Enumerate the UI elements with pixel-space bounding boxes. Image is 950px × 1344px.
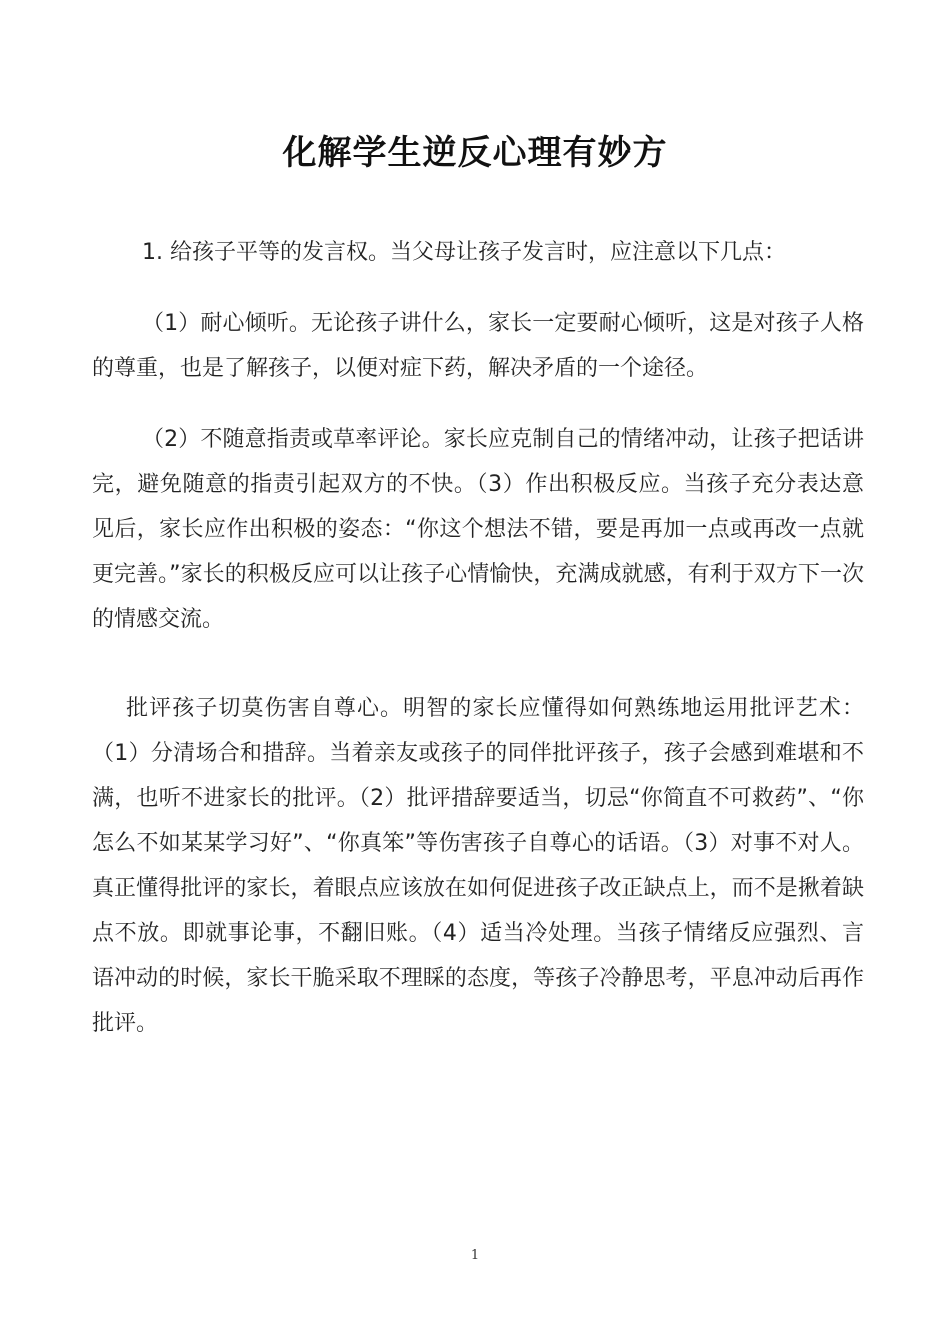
document-title: 化解学生逆反心理有妙方 (282, 133, 668, 173)
paragraph-4: 批评孩子切莫伤害自尊心。明智的家长应懂得如何熟练地运用批评艺术：（1）分清场合和措辞。当着亲友或孩子的同伴批评孩子，孩子会感到难堪和不满，也听不进家长的批评。（2）批评措辞要适当，切忌“你简直不可救药”、“你怎么不如某某学习好”、“你真笨”等伤害孩子自尊心的话语。（3）对事不对人。真正懂得批评的家长，着眼点应该放在如何促进孩子改正缺点上，而不是揪着缺点不放。即就事论事，不翻旧账。（4）适当冷处理。当孩子情绪反应强烈、言语冲动的时候，家长干脆采取不理睬的态度，等孩子冷静思考，平息冲动后再作批评。 (92, 696, 864, 1036)
page-number: 1 (470, 1248, 480, 1263)
paragraph-3: （2）不随意指责或草率评论。家长应克制自己的情绪冲动，让孩子把话讲完，避免随意的指责引起双方的不快。（3）作出积极反应。当孩子充分表达意见后，家长应作出积极的姿态：“你这个想法不错，要是再加一点或再改一点就更完善。”家长的积极反应可以让孩子心情愉快，充满成就感，有利于双方下一次的情感交流。 (92, 427, 864, 632)
paragraph-2: （1）耐心倾听。无论孩子讲什么，家长一定要耐心倾听，这是对孩子人格的尊重，也是了解孩子，以便对症下药，解决矛盾的一个途径。 (92, 311, 864, 381)
paragraph-1: 1. 给孩子平等的发言权。当父母让孩子发言时，应注意以下几点： (142, 240, 786, 265)
